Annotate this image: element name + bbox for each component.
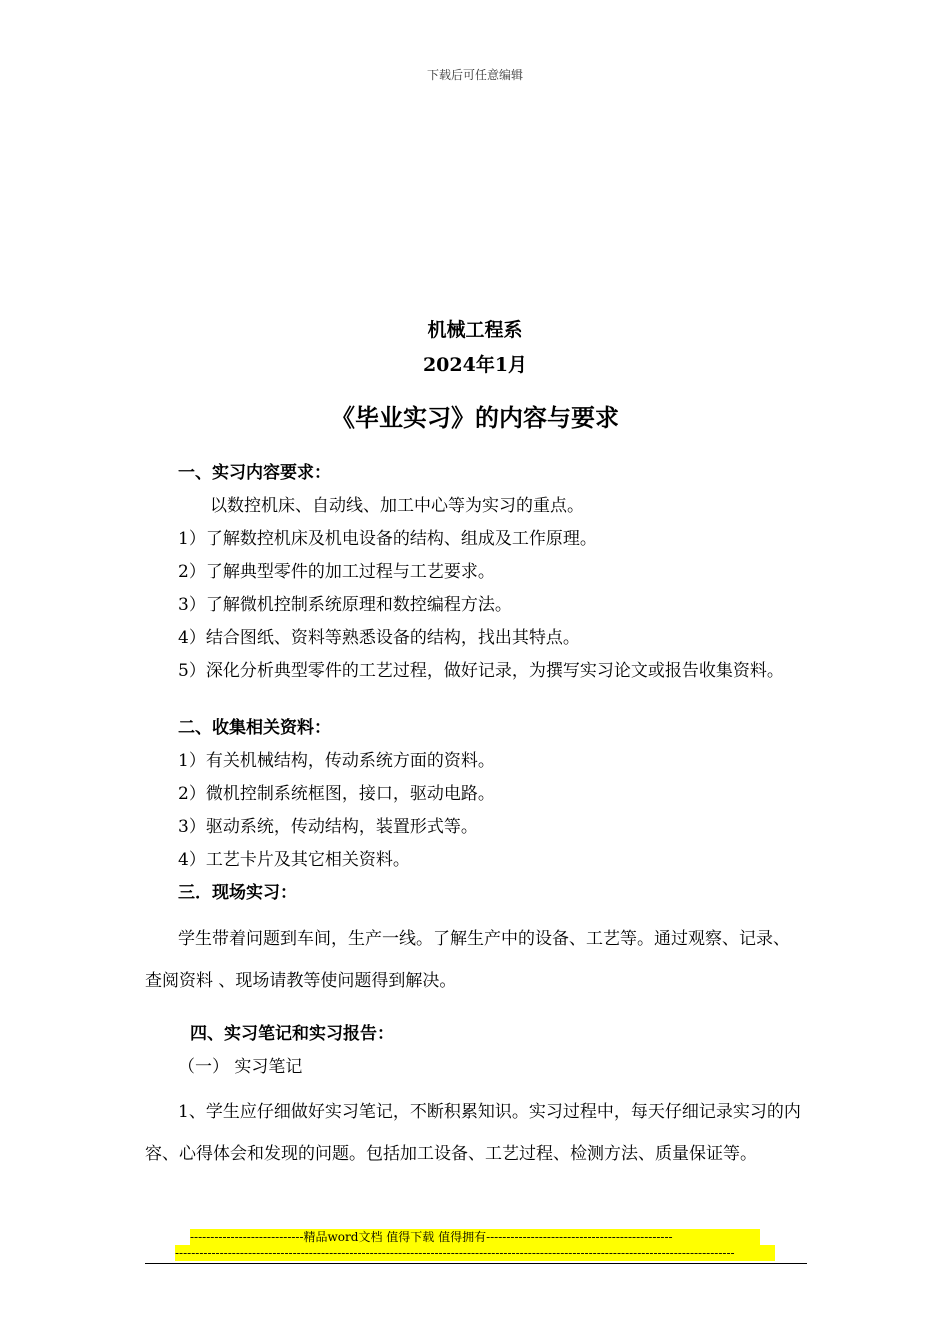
date-title: 2024年1月 xyxy=(422,354,528,376)
section-2-item: 2）微机控制系统框图，接口，驱动电路。 xyxy=(178,784,495,804)
section-2-item: 4）工艺卡片及其它相关资料。 xyxy=(178,850,410,870)
section-3-body: 学生带着问题到车间，生产一线。了解生产中的设备、工艺等。通过观察、记录、查阅资料 、现场请教等使问题得到解决。 xyxy=(145,929,790,991)
section-1-intro: 以数控机床、自动线、加工中心等为实习的重点。 xyxy=(210,496,584,516)
section-1-item: 3）了解微机控制系统原理和数控编程方法。 xyxy=(178,595,512,615)
footer-rule xyxy=(145,1263,807,1264)
section-1-item: 4）结合图纸、资料等熟悉设备的结构，找出其特点。 xyxy=(178,628,580,648)
section-2-item: 1）有关机械结构，传动系统方面的资料。 xyxy=(178,751,495,771)
section-4-subheading: （一） 实习笔记 xyxy=(178,1057,303,1077)
section-3-heading: 三．现场实习： xyxy=(178,883,297,903)
section-4-body: 1、学生应仔细做好实习笔记，不断积累知识。实习过程中，每天仔细记录实习的内容、心得体会和发现的问题。包括加工设备、工艺过程、检测方法、质量保证等。 xyxy=(145,1102,801,1164)
footer-banner: ----------------------------精品word文档 值得下载 值得拥有---------------------------------------------- xyxy=(190,1229,760,1245)
department-title: 机械工程系 xyxy=(427,319,523,341)
section-1-item: 2）了解典型零件的加工过程与工艺要求。 xyxy=(178,562,495,582)
footer-dash-line: ------------------------------------------------------------------------------------------------------------------------------------------ xyxy=(175,1245,775,1261)
section-4-heading: 四、实习笔记和实习报告： xyxy=(190,1024,394,1044)
header-note: 下载后可任意编辑 xyxy=(426,68,523,82)
section-1-item: 1）了解数控机床及机电设备的结构、组成及工作原理。 xyxy=(178,529,597,549)
section-2-item: 3）驱动系统，传动结构，装置形式等。 xyxy=(178,817,478,837)
main-title: 《毕业实习》的内容与要求 xyxy=(331,403,619,432)
section-1-heading: 一、实习内容要求： xyxy=(178,463,331,483)
section-2-heading: 二、收集相关资料： xyxy=(178,718,331,738)
section-1-item: 5）深化分析典型零件的工艺过程，做好记录，为撰写实习论文或报告收集资料。 xyxy=(178,661,784,681)
